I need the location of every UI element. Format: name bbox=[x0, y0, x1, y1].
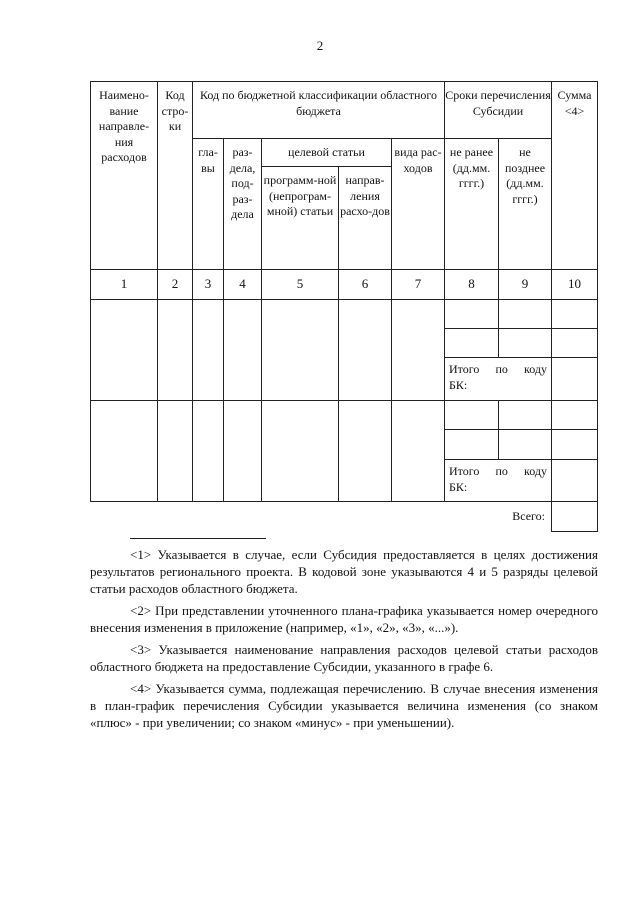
empty-cell bbox=[499, 329, 552, 358]
empty-cell bbox=[158, 300, 193, 401]
header-sroki: Сроки перечисления Субсидии bbox=[445, 82, 552, 139]
itogo-word: Итого bbox=[449, 362, 480, 376]
empty-cell bbox=[552, 300, 598, 329]
empty-cell bbox=[224, 300, 262, 401]
itogo-bk: БК: bbox=[449, 479, 468, 494]
empty-cell bbox=[445, 401, 499, 430]
empty-cell bbox=[552, 430, 598, 460]
header-celevoy: целевой статьи bbox=[262, 139, 392, 167]
footnote-3: <3> Указывается наименование направления расходов целевой статьи расходов областного бюджета на предоставление Субсидии, указанного в графе 6. bbox=[90, 642, 598, 674]
header-kod-stroki: Код стро-ки bbox=[158, 82, 193, 270]
column-number: 5 bbox=[262, 270, 339, 300]
column-number: 9 bbox=[499, 270, 552, 300]
empty-cell bbox=[262, 300, 339, 401]
column-number: 2 bbox=[158, 270, 193, 300]
empty-cell bbox=[499, 401, 552, 430]
empty-cell bbox=[392, 401, 445, 502]
footnote-4: <4> Указывается сумма, подлежащая перечислению. В случае внесения изменения в план-график перечисления Субсидии указывается величина изменения (со знаком «плюс» - при увеличении; со знаком «минус» - при уменьшении). bbox=[90, 681, 598, 730]
empty-cell bbox=[224, 401, 262, 502]
header-ne-pozdnee: не позднее (дд.мм. гггг.) bbox=[499, 139, 552, 270]
itogo-word: коду bbox=[524, 464, 547, 478]
empty-cell bbox=[552, 329, 598, 358]
column-number: 10 bbox=[552, 270, 598, 300]
footnote-2: <2> При представлении уточненного плана-графика указывается номер очередного внесения изменения в приложение (например, «1», «2», «3», «...»). bbox=[90, 603, 598, 635]
column-number: 7 bbox=[392, 270, 445, 300]
empty-cell bbox=[445, 300, 499, 329]
column-number: 1 bbox=[91, 270, 158, 300]
page-number: 2 bbox=[316, 38, 324, 53]
empty-cell bbox=[552, 401, 598, 430]
empty-cell bbox=[339, 300, 392, 401]
empty-cell bbox=[91, 401, 158, 502]
header-naimenovanie: Наимено-вание направле-ния расходов bbox=[91, 82, 158, 270]
vsego-value bbox=[552, 502, 598, 532]
header-glavy: гла-вы bbox=[193, 139, 224, 270]
header-summa: Сумма <4> bbox=[552, 82, 598, 270]
column-number: 3 bbox=[193, 270, 224, 300]
footnotes bbox=[90, 546, 598, 736]
empty-cell bbox=[91, 300, 158, 401]
empty-cell bbox=[445, 329, 499, 358]
itogo-bk: БК: bbox=[449, 377, 468, 392]
itogo-word: по bbox=[495, 362, 508, 376]
empty-cell bbox=[499, 300, 552, 329]
empty-cell bbox=[445, 430, 499, 460]
plan-table bbox=[90, 81, 598, 532]
column-number: 6 bbox=[339, 270, 392, 300]
empty-cell bbox=[262, 401, 339, 502]
header-vida: вида рас-ходов bbox=[392, 139, 445, 270]
empty-cell bbox=[158, 401, 193, 502]
header-programmnoy: программ-ной (непрограм-мной) статьи bbox=[262, 167, 339, 270]
header-ne-ranee: не ранее (дд.мм. гггг.) bbox=[445, 139, 499, 270]
footnote-1: <1> Указывается в случае, если Субсидия предоставляется в целях достижения результатов регионального проекта. В кодовой зоне указываются 4 и 5 разряды целевой статьи расходов областного бюджета. bbox=[90, 547, 598, 596]
itogo-word: Итого bbox=[449, 464, 480, 478]
itogo-word: коду bbox=[524, 362, 547, 376]
empty-cell bbox=[499, 430, 552, 460]
empty-cell bbox=[552, 460, 598, 502]
itogo-label bbox=[445, 358, 552, 401]
empty-cell bbox=[193, 401, 224, 502]
empty-cell bbox=[339, 401, 392, 502]
vsego-label: Всего: bbox=[512, 508, 545, 523]
empty-cell bbox=[193, 300, 224, 401]
header-kbk: Код по бюджетной классификации областного бюджета bbox=[193, 82, 445, 139]
itogo-label bbox=[445, 460, 552, 502]
header-razdela: раз-дела, под-раз-дела bbox=[224, 139, 262, 270]
column-number: 8 bbox=[445, 270, 499, 300]
empty-cell bbox=[392, 300, 445, 401]
footnote-separator bbox=[130, 538, 266, 539]
itogo-word: по bbox=[495, 464, 508, 478]
column-number: 4 bbox=[224, 270, 262, 300]
empty-cell bbox=[552, 358, 598, 401]
header-napravleniya: направ-ления расхо-дов bbox=[339, 167, 392, 270]
